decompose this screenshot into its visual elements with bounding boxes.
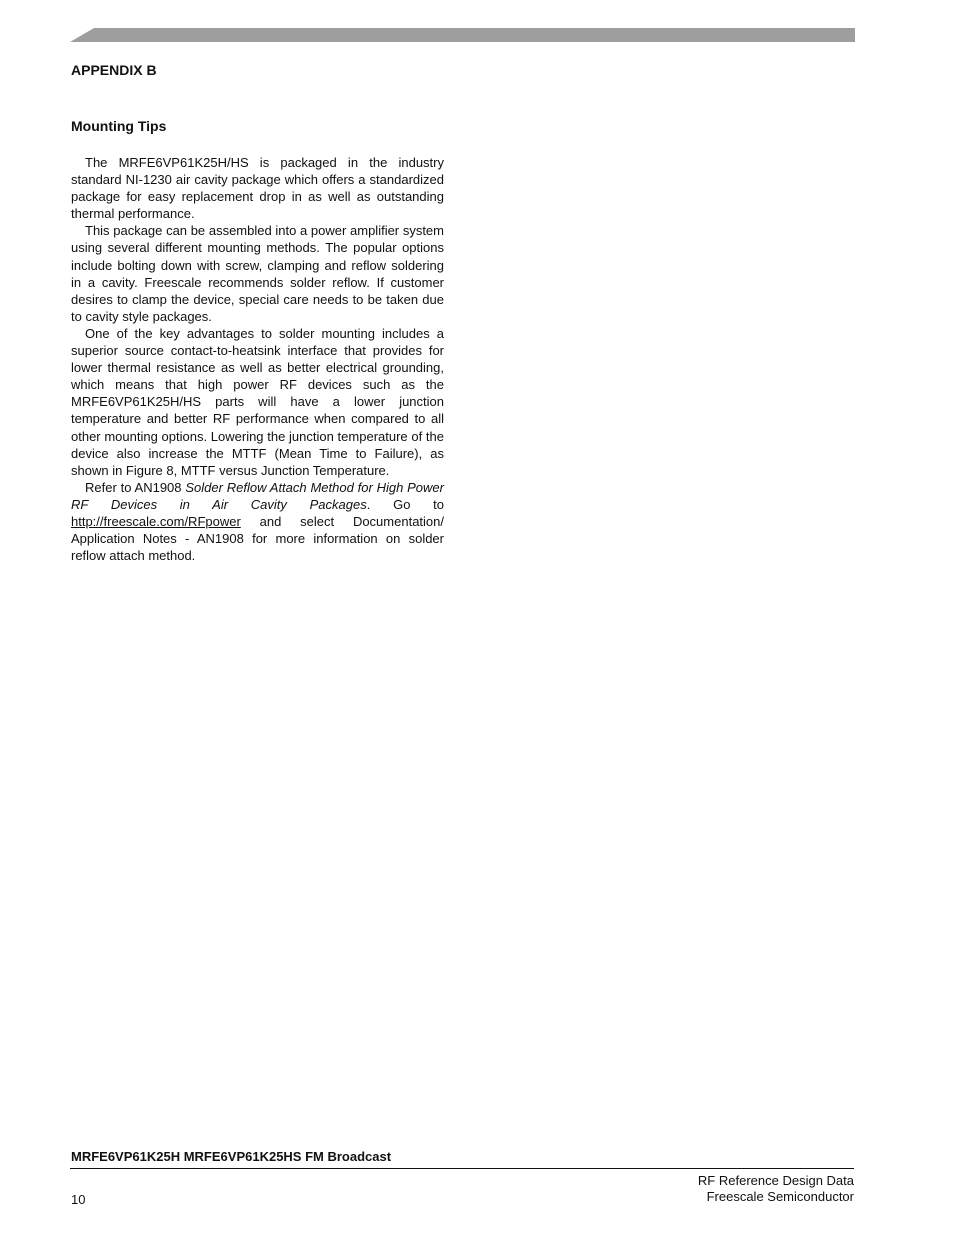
freescale-rfpower-link[interactable]: http://freescale.com/RFpower [71, 513, 241, 529]
footer-company: Freescale Semiconductor [706, 1189, 854, 1204]
document-title-italic: Solder Reflow Attach Method for High Power RF Devices in Air Cavity Packages [71, 479, 444, 512]
appendix-label: APPENDIX B [71, 62, 157, 78]
paragraph-2: This package can be assembled into a power amplifier system using several different mounting methods. The popular options include bolting down with screw, clamping and reflow soldering in a cavity. Freescale recommends solder reflow. If customer desires to clamp the device, special care needs to be taken due to cavity style packages. [71, 223, 444, 324]
header-bar [70, 28, 855, 42]
paragraph-4-lead: Refer to AN1908 [85, 479, 186, 495]
page-number: 10 [71, 1192, 86, 1207]
paragraph-1: The MRFE6VP61K25H/HS is packaged in the industry standard NI-1230 air cavity package which offers a standardized package for easy replacement drop in as well as outstanding thermal performance. [71, 155, 444, 222]
paragraph-4-mid: . Go to [366, 496, 444, 512]
paragraph-4 [71, 479, 444, 564]
footer-doc-type: RF Reference Design Data [697, 1173, 854, 1188]
body-text [71, 154, 444, 564]
footer-document-title: MRFE6VP61K25H MRFE6VP61K25HS FM Broadcast [71, 1149, 392, 1164]
paragraph-3: One of the key advantages to solder mounting includes a superior source contact-to-heatsink interface that provides for lower thermal resistance as well as better electrical grounding, which means that high power RF devices such as the MRFE6VP61K25H/HS parts will have a lower junction temperature and better RF performance when compared to all other mounting options. Lowering the junction temperature of the device also increase the MTTF (Mean Time to Failure), as shown in Figure 8, MTTF versus Junction Temperature. [71, 325, 444, 478]
footer-publisher [698, 1173, 854, 1205]
paragraph-4-tail: and select Documentation/ Application Notes - AN1908 for more information on solder reflow attach method. [71, 513, 444, 564]
header-bar-shape [70, 28, 855, 42]
section-title: Mounting Tips [71, 118, 167, 134]
footer-rule [70, 1168, 854, 1169]
